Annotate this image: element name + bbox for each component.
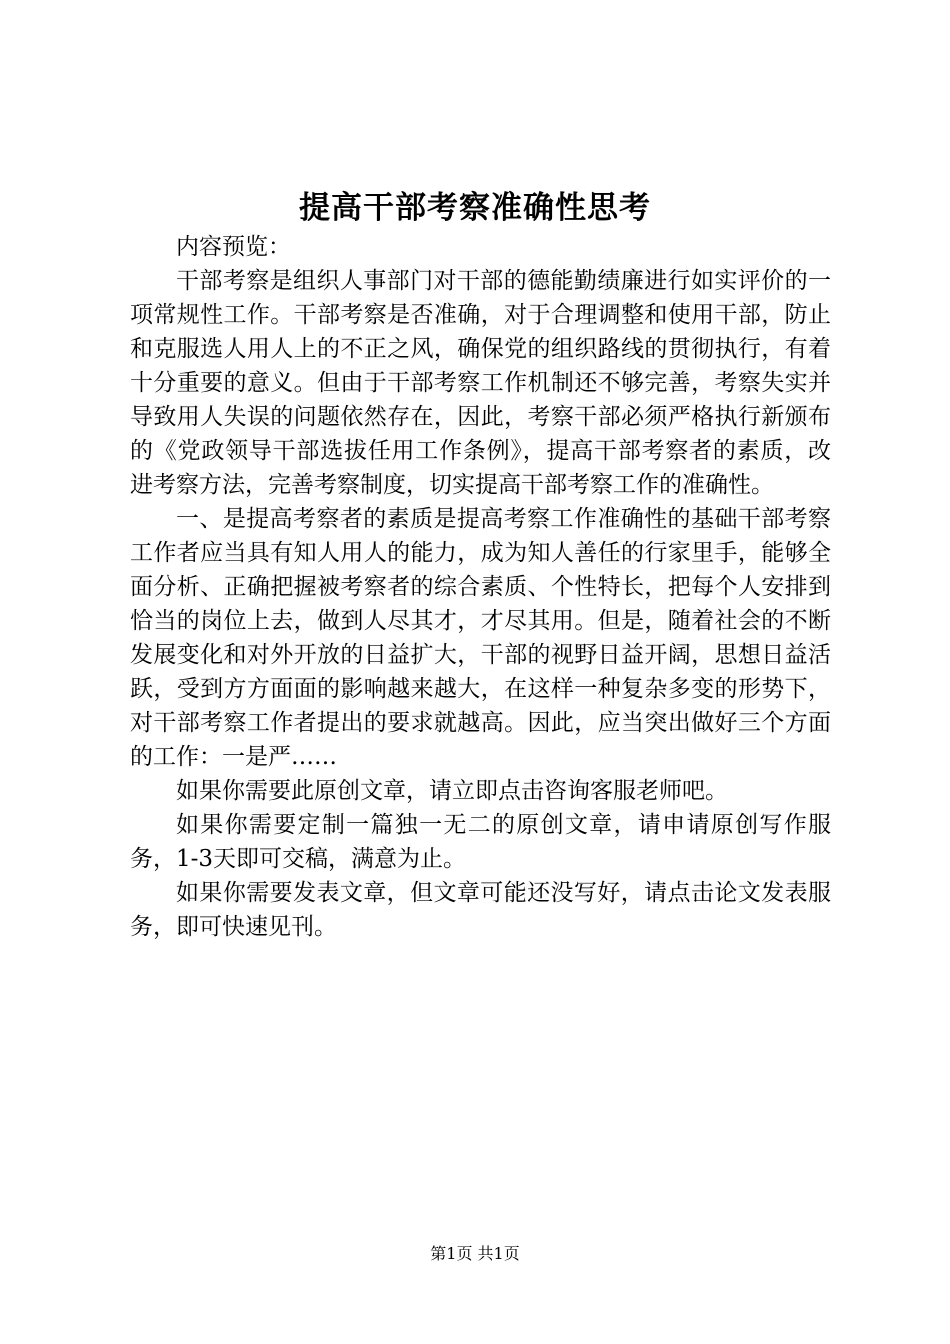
notice-consult: 如果你需要此原创文章，请立即点击咨询客服老师吧。	[176, 778, 728, 804]
preview-label: 内容预览：	[176, 234, 291, 260]
page-number: 第1页 共1页	[430, 1244, 520, 1263]
notice-publication: 如果你需要发表文章，但文章可能还没写好，请点击论文发表服务，即可快速见刊。	[130, 880, 831, 940]
paragraph-intro: 干部考察是组织人事部门对干部的德能勤绩廉进行如实评价的一项常规性工作。干部考察是否准确，对于合理调整和使用干部，防止和克服选人用人上的不正之风，确保党的组织路线的贯彻执行，有着十分重要的意义。但由于干部考察工作机制还不够完善，考察失实并导致用人失误的问题依然存在，因此，考察干部必须严格执行新颁布的《党政领导干部选拔任用工作条例》，提高干部考察者的素质，改进考察方法，完善考察制度，切实提高干部考察工作的准确性。	[130, 268, 831, 498]
document-title: 提高干部考察准确性思考	[299, 190, 651, 226]
notice-custom-writing: 如果你需要定制一篇独一无二的原创文章，请申请原创写作服务，1-3天即可交稿，满意为止。	[130, 812, 831, 872]
document-body	[130, 230, 831, 944]
paragraph-section-one: 一、是提高考察者的素质是提高考察工作准确性的基础干部考察工作者应当具有知人用人的能力，成为知人善任的行家里手，能够全面分析、正确把握被考察者的综合素质、个性特长，把每个人安排到恰当的岗位上去，做到人尽其才，才尽其用。但是，随着社会的不断发展变化和对外开放的日益扩大，干部的视野日益开阔，思想日益活跃，受到方方面面的影响越来越大，在这样一种复杂多变的形势下，对干部考察工作者提出的要求就越高。因此，应当突出做好三个方面的工作：一是严……	[130, 506, 831, 770]
